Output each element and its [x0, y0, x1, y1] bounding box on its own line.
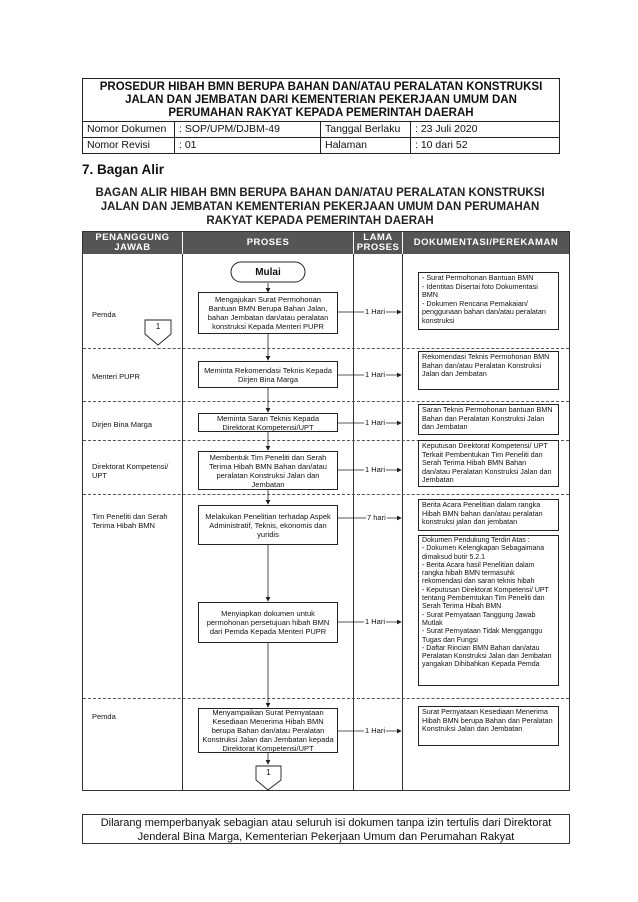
column-header-doc: DOKUMENTASI/PEREKAMAN	[403, 232, 569, 254]
doc-number-value: : SOP/UPM/DJBM-49	[175, 122, 321, 137]
document-box: Dokumen Pendukung Terdiri Atas : - Dokumen Kelengkapan Sebagaimana dimaksud butir 5.2.1 - Berita Acara hasil Penelitian dalam rangka hibah BMN termasuhk rekomendasi dan saran teknis hibah - Keputusan Direktorat Kompetensi/ UPT tentang Pemberntukan Tim Peneliti dan Serah Terima Hibah BMN - Surat Pernyataan Tanggung Jawab Mutlak - Surat Pernyataan Tidak Mengganggu Tugas dan Fungsi - Daftar Rincian BMN Bahan dan/atau Peralatan Konstruksi Jalan dan Jembatan yangakan Dihibahkan Kepada Pemda	[418, 535, 559, 686]
actor-label: Menteri PUPR	[92, 372, 140, 381]
flowchart-title: BAGAN ALIR HIBAH BMN BERUPA BAHAN DAN/ATAU PERALATAN KONSTRUKSI JALAN DAN JEMBATAN KEMENTERIAN PEKERJAAN UMUM DAN PERUMAHAN RAKYAT KEPADA PEMERINTAH DAERAH	[95, 187, 545, 227]
actor-label: Pemda	[92, 310, 116, 319]
page-label: Halaman	[321, 138, 411, 153]
actor-label: Dirjen Bina Marga	[92, 420, 153, 429]
document-box: Berita Acara Penelitian dalam rangka Hibah BMN bahan dan/atau peralatan konstruksi jalan dan jembatan	[418, 499, 559, 531]
offpage-connector-top: 1	[155, 322, 161, 331]
process-box: Melakukan Penelitian terhadap Aspek Administratif, Teknis, ekonomis dan yuridis	[198, 505, 338, 545]
process-box: Menyampaikan Surat Pernyataan Kesediaan Menerima Hibah BMN berupa Bahan dan/atau Peralatan Konstruksi Jalan dan Jembatan kepada Direktorat Kompetensi/UPT	[198, 708, 338, 753]
offpage-connector-bottom: 1	[266, 768, 271, 777]
document-box: Keputusan Direktorat Kompetensi/ UPT Terkait Pembentukan Tim Peneliti dan Serah Terima Hibah BMN Bahan dan/atau Peralatan Konstruksi Jalan dan Jembatan	[418, 440, 559, 487]
document-box: Rekomendasi Teknis Permohonan BMN Bahan dan/atau Peralatan Konstruksi Jalan dan Jembatan	[418, 351, 559, 390]
revision-label: Nomor Revisi	[83, 138, 175, 153]
duration-label: 7 hari	[367, 513, 386, 522]
document-box: Saran Teknis Permohonan bantuan BMN Bahan dan Peralatan Konstruksi Jalan dan Jembatan	[418, 404, 559, 435]
column-header-actor: PENANGGUNG JAWAB	[83, 232, 182, 254]
process-box: Meminta Rekomendasi Teknis Kepada Dirjen Bina Marga	[198, 361, 338, 388]
start-terminator: Mulai	[255, 266, 281, 278]
actor-label: Direktorat Kompetensi/ UPT	[92, 462, 169, 480]
procedure-title: PROSEDUR HIBAH BMN BERUPA BAHAN DAN/ATAU PERALATAN KONSTRUKSI JALAN DAN JEMBATAN DARI KEMENTERIAN PEKERJAAN UMUM DAN PERUMAHAN RAKYAT KEPADA PEMERINTAH DAERAH	[83, 79, 559, 122]
duration-label: 1 Hari	[365, 617, 386, 626]
duration-label: 1 Hari	[365, 465, 386, 474]
duration-label: 1 Hari	[365, 307, 386, 316]
document-box: Surat Pernyataan Kesediaan Menerima Hibah BMN berupa Bahan dan Peralatan Konstruksi Jalan dan Jembatan	[418, 706, 559, 746]
doc-number-label: Nomor Dokumen	[83, 122, 175, 137]
process-box: Mengajukan Surat Permohonan Bantuan BMN Berupa Bahan Jalan, bahan Jembatan dan/atau peralatan konstruksi Kepada Menteri PUPR	[198, 292, 338, 334]
duration-label: 1 Hari	[365, 726, 386, 735]
process-box: Menyiapkan dokumen untuk permohonan persetujuan hibah BMN dari Pemda Kepada Menteri PUPR	[198, 602, 338, 643]
process-box: Meminta Saran Teknis Kepada Direktorat Kompetensi/UPT	[198, 413, 338, 432]
footer-notice: Dilarang memperbanyak sebagian atau seluruh isi dokumen tanpa izin tertulis dari Direktorat Jenderal Bina Marga, Kementerian Pekerjaan Umum dan Perumahan Rakyat	[82, 814, 570, 844]
effective-date-value: : 23 Juli 2020	[415, 123, 478, 135]
effective-date-label: Tanggal Berlaku	[321, 122, 411, 137]
actor-label: Pemda	[92, 712, 116, 721]
revision-value: : 01	[175, 138, 321, 153]
section-title: 7. Bagan Alir	[82, 162, 165, 177]
process-box: Membentuk Tim Peneliti dan Serah Terima Hibah BMN Bahan dan/atau peralatan Konstruksi Jalan dan Jembatan	[198, 451, 338, 490]
duration-label: 1 Hari	[365, 370, 386, 379]
page-value: : 10 dari 52	[415, 139, 468, 151]
column-header-duration: LAMA PROSES	[354, 232, 402, 254]
duration-label: 1 Hari	[365, 418, 386, 427]
document-box: - Surat Permohonan Bantuan BMN - Identitas Disertai foto Dokumentasi BMN - Dokumen Rencana Pemakaian/ penggunaan bahan dan/atau peralatan konstruksi	[418, 272, 559, 330]
actor-label: Tim Peneliti dan Serah Terima Hibah BMN	[92, 512, 168, 530]
column-header-process: PROSES	[183, 232, 353, 254]
